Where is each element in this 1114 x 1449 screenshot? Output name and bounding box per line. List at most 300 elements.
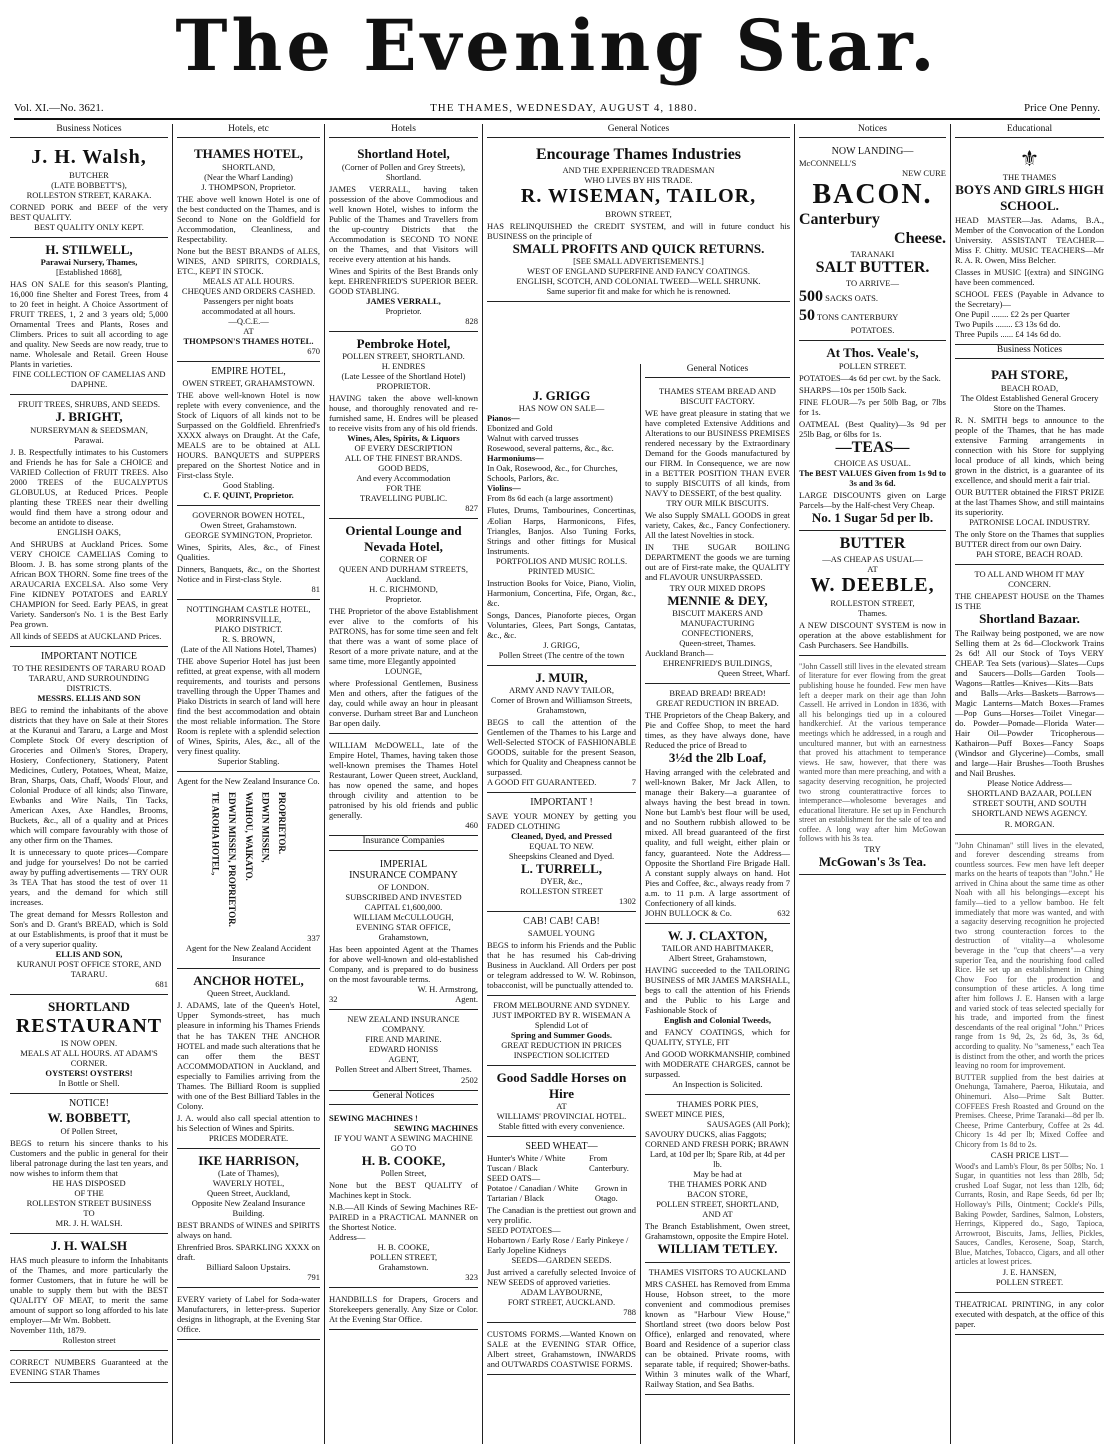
ad-line: SACKS OATS. bbox=[825, 292, 879, 303]
ad-line: Queen Street, Wharf. bbox=[717, 667, 790, 678]
ad-line: POLLEN STREET, bbox=[369, 1252, 438, 1263]
ad-empire-hotel bbox=[177, 362, 320, 506]
ad-saddle-horses bbox=[487, 1066, 636, 1137]
ad-number: 632 bbox=[777, 907, 790, 918]
ad-line: THE THAMES bbox=[1002, 172, 1057, 183]
ad-line: Grown in Otago. bbox=[594, 1182, 628, 1203]
ad-line: PATRONISE LOCAL INDUSTRY. bbox=[969, 516, 1090, 527]
ad-line: AT bbox=[243, 325, 254, 336]
ad-line: SEED POTATOES— bbox=[487, 1225, 561, 1236]
ad-line: GREAT REDUCTION IN BREAD. bbox=[656, 697, 779, 708]
ad-line: BEACH ROAD, bbox=[1000, 382, 1059, 393]
ad-title: 3½d the 2lb Loaf, bbox=[668, 750, 767, 766]
ad-walsh-notice bbox=[10, 1234, 168, 1351]
ad-nz-insurance bbox=[329, 1010, 478, 1090]
ad-body: HAS ON SALE for this season's Planting, 16,000 fine Shelter and Forest Trees, from 4 to 20 feet in height. A Choice Assortment of FRUIT TREES, 1, 2 and 3 years old; 5,000 Ornamental Trees and Plants, Roses and Climbers. Prices to suit all according to age and quality. New Seeds are now ready, true to name. Wholesale and Retail. Green House Plants in varieties. bbox=[10, 279, 168, 370]
ad-line: SHORTLAND, bbox=[221, 161, 276, 172]
ad-line: R. S. BROWN, bbox=[222, 633, 275, 644]
ad-line: November 11th, 1879. bbox=[10, 1325, 87, 1336]
column-business-notices bbox=[6, 124, 172, 1444]
ad-body: SHARPS—10s per 150lb Sack. bbox=[799, 384, 907, 395]
ad-number: 788 bbox=[623, 1307, 636, 1318]
ad-line: [SEE SMALL ADVERTISEMENTS.] bbox=[573, 256, 704, 267]
ad-thames-pork-pies bbox=[645, 1095, 790, 1263]
ad-line: The BEST VALUES Given from 1s 9d to 3s and 3s 6d. bbox=[799, 467, 946, 488]
column-notices bbox=[794, 124, 950, 1444]
ad-line: (Near the Wharf Landing) bbox=[204, 171, 293, 182]
ad-line: Two Pupils ........ £3 13s 6d do. bbox=[955, 318, 1061, 329]
ad-line: Sheepskins Cleaned and Dyed. bbox=[508, 851, 615, 862]
ad-number: 7 bbox=[631, 777, 636, 788]
ad-line: Pollen Street (The centre of the town bbox=[498, 649, 625, 660]
ad-title: W. DEEBLE, bbox=[810, 574, 935, 597]
ad-line: NOW LANDING— bbox=[831, 146, 914, 158]
ad-line: SEWING MACHINES ! bbox=[329, 1112, 418, 1123]
ad-line: WAIHOU, WAIKATO. bbox=[243, 792, 254, 881]
ad-line: Passengers per night boats accommodated at all hours. bbox=[201, 295, 296, 316]
ad-line: An Inspection is Solicited. bbox=[672, 1079, 763, 1090]
ad-title: EMPIRE HOTEL, bbox=[211, 365, 286, 377]
ad-line: ROLLESTON STREET bbox=[520, 886, 603, 897]
ad-line: Of Pollen Street, bbox=[60, 1125, 118, 1136]
ad-line: J. THOMPSON, Proprietor. bbox=[201, 181, 296, 192]
ad-title: RESTAURANT bbox=[15, 1014, 163, 1037]
ad-line: POLLEN STREET. bbox=[995, 1277, 1064, 1288]
ad-line: TRY bbox=[864, 844, 881, 855]
ad-line: EDWARD HONISS bbox=[368, 1044, 439, 1055]
ad-body: THEATRICAL PRINTING, in any color executed with despatch, at the office of this paper. bbox=[955, 1299, 1104, 1330]
ad-oriental-lounge bbox=[329, 519, 478, 734]
ad-body: Wines and Spirits of the Best Brands only kept. EHRENFRIED'S SUPERIOR BEER. GOOD STABLING. bbox=[329, 265, 478, 296]
ad-number: 1302 bbox=[619, 896, 636, 907]
ad-line: HAS NOW ON SALE— bbox=[518, 403, 605, 414]
ad-bright-nursery bbox=[10, 395, 168, 647]
ad-line: Stable fitted with every convenience. bbox=[498, 1121, 625, 1132]
ad-line: WHO LIVES BY HIS TRADE. bbox=[584, 175, 693, 186]
ad-grigg-music bbox=[487, 384, 636, 666]
ad-line: Queen-street, Thames. bbox=[679, 637, 756, 648]
ad-line: GREAT REDUCTION IN PRICES bbox=[501, 1040, 622, 1051]
seed-row bbox=[487, 1183, 636, 1203]
ad-body: It is unnecessary to quote prices—Compare and judge for yourselves! Do not be carried away by puffing advertisements — TRY OUR 3s TEA That has stood the test of over 11 years, and the demand for which still increases. bbox=[10, 847, 168, 908]
ad-bread-reduction bbox=[645, 684, 790, 924]
ad-title: BREAD BREAD! BREAD! bbox=[669, 687, 766, 698]
ad-wiseman-imports bbox=[487, 996, 636, 1066]
ad-body: THE above Superior Hotel has just been refitted, at great expense, with all modern requirements, and tourists and persons travelling through the Upper Thames and Piako Districts in search of land will here find the best accommodation and obtain the most reliable information. The Store Room is replete with a splendid selection of Wines, Spirits, Ales, &c., all of the very finest quality. bbox=[177, 656, 320, 757]
ad-line: W. H. Armstrong, bbox=[417, 984, 478, 995]
ad-number: 828 bbox=[465, 315, 478, 326]
column-hotels bbox=[324, 124, 482, 1444]
ad-title: BOYS AND GIRLS HIGH SCHOOL. bbox=[955, 182, 1104, 213]
ad-body: HAS RELINQUISHED the CREDIT SYSTEM, and will in future conduct his BUSINESS on the principle of bbox=[487, 220, 790, 241]
ad-title: Canterbury bbox=[799, 211, 880, 229]
ad-title: WILLIAM TETLEY. bbox=[657, 1241, 778, 1257]
ad-line: PAH STORE, BEACH ROAD. bbox=[976, 548, 1083, 559]
price: Price One Penny. bbox=[1024, 102, 1100, 114]
ad-line: Parawai. bbox=[74, 434, 104, 445]
ad-line: Harmoniums— bbox=[487, 453, 544, 464]
ad-line: TE AROHA HOTEL, bbox=[210, 792, 221, 876]
ad-body: The great demand for Messrs Rolleston and Son's and D. Grant's BREAD, which is Sold at our Establishments, is proof that it must be of a very superior quality. bbox=[10, 909, 168, 950]
newspaper-title: The Evening Star. bbox=[175, 4, 939, 87]
ad-body: THE above well known Hotel is one of the best conducted on the Thames, and is Second to None on the Goldfield for Accommodation, Cleanliness, and Respectability. bbox=[177, 193, 320, 244]
ad-body: HAVING taken the above well-known house, and thoroughly renovated and re-furnished same, H. Endres will be pleased to receive visits from any of his old friends. bbox=[329, 393, 478, 434]
ad-title: J. H. Walsh, bbox=[31, 146, 147, 169]
ad-line: Proprietor. bbox=[385, 305, 422, 316]
ad-line: FINE COLLECTION OF CAMELIAS AND DAPHNE. bbox=[12, 369, 166, 390]
ad-line: TRY OUR MIXED DROPS bbox=[669, 582, 766, 593]
ad-line: CORNED AND FRESH PORK; BRAWN bbox=[645, 1139, 789, 1150]
ad-line: THE THAMES PORK AND bbox=[668, 1179, 767, 1190]
ad-bobbett-notice bbox=[10, 1094, 168, 1233]
ad-line: SAUSAGES (All Pork); bbox=[706, 1119, 790, 1130]
ad-body: Songs, Dances, Pianoforte pieces, Organ Voluntaries, Glees, Part Songs, Cantatas, &c., &c. bbox=[487, 609, 636, 640]
ad-stilwell-nursery bbox=[10, 238, 168, 396]
ad-footer bbox=[329, 994, 478, 1004]
ad-line: SHORTLAND BAZAAR, POLLEN STREET SOUTH, AND SOUTH SHORTLAND NEWS AGENCY. bbox=[967, 788, 1092, 819]
ad-line: SEED OATS— bbox=[487, 1172, 541, 1183]
ad-line: Lard, at 10d per lb; Spare Rib, at 4d per lb. bbox=[649, 1149, 786, 1170]
ad-line: Queen Street, Auckland. bbox=[206, 988, 291, 999]
ad-line: Opposite New Zealand Insurance Building. bbox=[191, 1198, 306, 1219]
ad-row bbox=[799, 288, 946, 307]
ad-line: QUEEN AND DURHAM STREETS, bbox=[339, 564, 468, 575]
ad-body: HAS much pleasure to inform the Inhabitants of the Thames, and more particularly the former Customers, that in future he will be unable to supply them but with the BEST QUALITY OF MEAT, to merit the same amount of support so long afforded to his late employer—Mr Wm. Bobbett. bbox=[10, 1255, 168, 1326]
ad-line: Proprietor. bbox=[385, 594, 422, 605]
ad-body: Wines, Spirits, Ales, &c., of Finest Qualities. bbox=[177, 541, 320, 562]
ad-claxton-tailor bbox=[645, 924, 790, 1096]
ad-line: TRY OUR MILK BISCUITS. bbox=[666, 498, 769, 509]
column-header: General Notices bbox=[487, 124, 790, 138]
ad-body: Just arrived a carefully selected Invoice of NEW SEEDS of approved varieties. bbox=[487, 1267, 636, 1288]
ad-body: THE above well-known Hotel is now replete with every convenience, and the Stock of Liquors of all kinds not to be Surpassed on the Goldfield. Ehrenfried's XXXX always on Draught. At the Cafe, MEALS are to be obtained at ALL HOURS. BANQUETS and SUPPERS prepared on the Shortest Notice and in First-class Style. bbox=[177, 389, 320, 480]
ad-title: Encourage Thames Industries bbox=[535, 146, 742, 164]
ad-line: Grahamstown. bbox=[378, 1262, 429, 1273]
ad-body: where Professional Gentlemen, Business Men and others, after the fatigues of the day, could while away an hour in pleasant converse. Durham street Bar and Luncheon Bar open daily. bbox=[329, 678, 478, 729]
ad-title: H. STILWELL, bbox=[45, 241, 133, 257]
ad-line: Shortland. bbox=[385, 171, 422, 182]
ad-title: BUTTER bbox=[839, 535, 906, 553]
ad-line: FRUIT TREES, SHRUBS, AND SEEDS. bbox=[17, 399, 161, 410]
ad-title: Pembroke Hotel, bbox=[356, 335, 451, 351]
ad-body: MRS CASHEL has Removed from Emma House, Hobson street, to the more convenient and commodious premises known as "Harbour View House," Shortland street (two doors below Post Office), enlarged and renovated, where Board and Residence of a superior class can be obtained. Private rooms, with separate table, if required; Shower-baths. Within 3 minutes walk of the Wharf, Railway Station, and Sea Baths. bbox=[645, 1278, 790, 1389]
ad-line: SAMUEL YOUNG bbox=[527, 928, 596, 939]
ad-line: SUBSCRIBED AND INVESTED bbox=[345, 892, 462, 903]
ad-title: MENNIE & DEY, bbox=[667, 592, 768, 608]
column-header: Hotels, etc bbox=[177, 124, 320, 138]
ad-samuel-young-cab bbox=[487, 912, 636, 996]
ad-line: FIRE AND MARINE. bbox=[365, 1034, 442, 1045]
ad-line: NURSERYMAN & SEEDSMAN, bbox=[30, 424, 148, 435]
ad-line: And every Accommodation bbox=[356, 473, 451, 484]
ad-body: CORNED PORK and BEEF of the very BEST QUALITY. bbox=[10, 201, 168, 222]
ad-line: GOOD BEDS, bbox=[378, 463, 429, 474]
ad-line: ENGLISH, SCOTCH, AND COLONIAL TWEED—WELL SHRUNK. bbox=[516, 276, 761, 287]
ad-shortland-hotel bbox=[329, 142, 478, 332]
ad-line: MEALS AT ALL HOURS. bbox=[202, 275, 295, 286]
ad-title: THAMES HOTEL, bbox=[193, 146, 304, 162]
ad-body: R. N. SMITH begs to announce to the people of the Thames, that he has made extensive Farming arrangements in connection with his Store for supplying local produce of all kinds, which being grown in the district, is a guarantee of its excellence, and should merit a fair trial. bbox=[955, 414, 1104, 485]
ad-line: —AS CHEAP AS USUAL— bbox=[822, 554, 923, 565]
ad-line: Agent. bbox=[455, 994, 478, 1005]
section-header: Business Notices bbox=[955, 345, 1104, 359]
crest-icon: ⚜ bbox=[1019, 146, 1040, 172]
ad-turrell-dyer bbox=[487, 793, 636, 912]
ad-deeble-butter bbox=[799, 531, 946, 656]
ad-body: "John Chinaman" still lives in the elevated, and forever descending streams from countless sources. Few men have left deeper marks on the hearts of teapots than "John." He arrived in China about the same time as other Noah with all his belongings—except his family—tied to a yellow bamboo. He felt immediately that more was wanted, and with a sagacity deserving recognition he projected two strong counteraction forces to the destruction of vitality—a wholesome beverage in the "cup that cheers"—a very superior Tea, and the nourishing food called Rice. He set up an establishment in Ching Chow Foo for the production and consumption of these articles. A long time after him follows J. E. Hansen with a large and varied stock of teas selected specially for his trade, and imported from the finest descendants of the real original "John." Prices range from 1s 9d, 2s, 2s 6d, 3s, 3s 6d, according to quality. No "sameness," each Tea is distinct from the other, and worth the prices leaving no room for improvement. bbox=[955, 840, 1104, 1071]
ad-body: HAVING succeeded to the TAILORING BUSINESS of MR JAMES MARSHALL, begs to call the attention of his Friends and the Public to his Large and Fashionable Stock of bbox=[645, 964, 790, 1016]
ad-body: Wood's and Lamb's Flour, 8s per 50lbs; No. 1 Sugar, in quantities not less than 28lb, 5d; crushed Loaf Sugar, not less than 12lb, 6d; Currants, Rosin, and Rape Seeds, 6d per lb; Holloway's Pills, Ointment; Cockle's Pills, Baking Powder, Sardines, Salmon, Lobsters, Herrings, Kippered do., Sago, Tapioca, Arrowroot, Biscuits, Jams, Jellies, Pickles, Sauces, Candles, Kerosene, Soap, Starch, Blue, Matches, Tobacco, Cigars, and all other articles at lowest prices. bbox=[955, 1161, 1104, 1267]
ad-title: IMPORTANT ! bbox=[530, 797, 593, 809]
ad-pah-store bbox=[955, 363, 1104, 565]
ad-line: From Canterbury. bbox=[589, 1152, 629, 1173]
ad-line: PRICES MODERATE. bbox=[208, 1132, 289, 1143]
ad-line: IS NOW OPEN. bbox=[60, 1038, 118, 1049]
ad-body: "John Cassell still lives in the elevated stream of literature for ever flowing from the great publishing house he founded. Few men have left a deeper mark on their age than John Cassell. He arrived in London in 1836, with all his belongings tied up in a coloured handkerchief. At the various temperance meetings which he addressed, in a rough and uncultured manner, but with an earnestness that proved his attachment to temperance views. He saw, however, that there was wanted more than mere preaching, and with a sagacity deserving recognition, he projected two strong counterattractive forces to intemperance—wholesome beverages and educational literature. He set up in Fenchurch street an establishment for the sale of tea and coffee. A long way after him McGowan follows with his 3s tea. bbox=[799, 661, 946, 844]
ad-line: GEORGE SYMINGTON, Proprietor. bbox=[184, 529, 313, 540]
ad-line: ROLLESTON STREET, bbox=[830, 597, 915, 608]
ad-line: EHRENFRIED'S BUILDINGS, bbox=[662, 657, 773, 668]
section-header: Insurance Companies bbox=[329, 836, 478, 850]
ad-title: Shortland Bazaar. bbox=[979, 610, 1080, 626]
ad-line: BISCUIT MAKERS AND MANUFACTURING CONFECTIONERS, bbox=[672, 607, 763, 638]
ad-title: Good Saddle Horses on Hire bbox=[496, 1070, 627, 1101]
ad-title: IKE HARRISON, bbox=[198, 1152, 299, 1168]
ad-body: SAVE YOUR MONEY by getting you FADED CLOTHING bbox=[487, 811, 636, 832]
ad-line: FOR THE bbox=[385, 483, 422, 494]
ad-line: POLLEN STREET. bbox=[838, 360, 907, 371]
ad-title: No. 1 Sugar 5d per lb. bbox=[811, 509, 934, 525]
ad-wiseman-tailor bbox=[487, 142, 790, 302]
ad-title: H. B. COOKE, bbox=[361, 1152, 446, 1168]
ad-body: Classes in MUSIC [(extra) and SINGING have been commenced. bbox=[955, 266, 1104, 287]
ad-line: H. ENDRES bbox=[381, 361, 426, 372]
ad-handbills bbox=[329, 1288, 478, 1330]
ad-body: None but the BEST BRANDS of ALES, WINES, AND SPIRITS, CORDIALS, ETC., KEPT IN STOCK. bbox=[177, 245, 320, 276]
ad-line: FROM MELBOURNE AND SYDNEY. bbox=[493, 1000, 630, 1011]
ad-title: L. TURRELL, bbox=[520, 861, 603, 877]
ad-line: Queen Street, Auckland, bbox=[206, 1188, 291, 1199]
ad-line: Parawai Nursery, Thames, bbox=[40, 257, 138, 268]
ad-number: 460 bbox=[465, 820, 478, 831]
ad-line: A GOOD FIT GUARANTEED. bbox=[487, 777, 597, 788]
ad-number: 2502 bbox=[461, 1074, 478, 1085]
ad-line: From 8s 6d each (a large assortment) bbox=[487, 493, 613, 504]
ad-line: WEST OF ENGLAND SUPERFINE AND FANCY COATINGS. bbox=[527, 266, 750, 277]
ad-muir-tailor bbox=[487, 666, 636, 793]
ad-seed-wheat bbox=[487, 1137, 636, 1323]
ad-line: OYSTERS! OYSTERS! bbox=[45, 1068, 133, 1079]
ad-line: MESSRS. ELLIS AND SON bbox=[37, 692, 141, 703]
ad-theatrical-printing bbox=[955, 1293, 1104, 1335]
ad-line: ENGLISH OAKS, bbox=[57, 526, 121, 537]
ad-line: JAMES VERRALL, bbox=[366, 295, 441, 306]
ad-customs-forms bbox=[487, 1323, 636, 1375]
ad-imperial-insurance bbox=[329, 855, 478, 1011]
ad-body: The only Store on the Thames that supplies BUTTER direct from our own Dairy. bbox=[955, 528, 1104, 549]
ad-body: JAMES VERRALL, having taken possession of the above Commodious and well known Hotel, wishes to inform the Public of the Thames and Travellers from the up-country Districts that the Accommodation is SECOND TO NONE on the Thames, and that Visitors will receive every attention at his hands. bbox=[329, 183, 478, 264]
ad-body: Flutes, Drums, Tambourines, Concertinas, Æolian Harps, Harmonicons, Fifes, Triangles, Banjos. Also Tuning Forks, Strings and other fittings for Musical Instruments. bbox=[487, 505, 636, 556]
ad-line: POLLEN STREET, SHORTLAND, bbox=[656, 1199, 779, 1210]
ad-title: J. MUIR, bbox=[535, 669, 588, 685]
ad-nottingham-castle-hotel bbox=[177, 600, 320, 772]
volume-number: Vol. XI.—No. 3621. bbox=[14, 102, 104, 114]
ad-line: Ebonized and Gold bbox=[487, 423, 553, 434]
ad-body: POTATOES—4s 6d per cwt. by the Sack. bbox=[799, 372, 941, 383]
ad-line: Walnut with carved trusses bbox=[487, 433, 579, 444]
ad-line: (Late of Thames), bbox=[218, 1168, 279, 1178]
ad-line: WILLIAM McCULLOUGH, bbox=[353, 912, 454, 923]
ad-title: NOTICE! bbox=[69, 1098, 109, 1110]
ad-line: LOUNGE, bbox=[384, 666, 423, 677]
ad-title: BACON. bbox=[812, 179, 933, 211]
ad-line: KURANUI POST OFFICE STORE, AND TARARU. bbox=[16, 959, 162, 980]
ad-line: One Pupil ........ £2 2s per Quarter bbox=[955, 308, 1070, 319]
ad-line: SEWING MACHINES bbox=[394, 1122, 478, 1133]
ad-correct-numbers bbox=[10, 1351, 168, 1383]
ad-line: WAVERLY HOTEL, bbox=[212, 1178, 285, 1189]
ad-line: H. C. RICHMOND, bbox=[369, 584, 438, 595]
ad-line: MR. J. H. WALSH. bbox=[55, 1217, 123, 1228]
ad-body: BEGS to return his sincere thanks to his Customers and the public in general for their liberal patronage during the last ten years, and now wishes to inform them that bbox=[10, 1137, 168, 1178]
ad-thames-hotel bbox=[177, 142, 320, 362]
ad-line: Hobartown / Early Rose / Early Pinkeye / Early Jopeline Kidneys bbox=[487, 1235, 629, 1256]
ad-body: All kinds of SEEDS at AUCKLAND Prices. bbox=[10, 631, 162, 642]
column-educational bbox=[950, 124, 1108, 1444]
ad-title: IMPORTANT NOTICE bbox=[41, 651, 137, 663]
ad-line: TO bbox=[83, 1207, 95, 1218]
ad-line: EVENING STAR OFFICE, bbox=[356, 922, 451, 933]
ad-title: J. GRIGG bbox=[532, 388, 591, 403]
ad-te-aroha-hotel bbox=[177, 772, 320, 969]
ad-line: TRAVELLING PUBLIC. bbox=[359, 493, 448, 504]
ad-walsh-butcher bbox=[10, 142, 168, 238]
ad-quantity: 500 bbox=[799, 287, 823, 305]
ad-line: EQUAL TO NEW. bbox=[529, 841, 594, 852]
ad-line: C. F. QUINT, Proprietor. bbox=[203, 489, 294, 500]
ad-line: Spring and Summer Goods. bbox=[511, 1030, 612, 1041]
ad-line: Billiard Saloon Upstairs. bbox=[206, 1262, 291, 1273]
column-header: Hotels bbox=[329, 124, 478, 138]
ad-body: Dinners, Banquets, &c., on the Shortest Notice and in First-class Style. bbox=[177, 563, 320, 584]
ad-body: FINE FLOUR—7s per 50lb Bag, or 7lbs for 1s. bbox=[799, 396, 946, 417]
ad-title: Shortland Hotel, bbox=[357, 146, 450, 162]
ad-title: SHORTLAND bbox=[48, 999, 130, 1015]
ad-body: And SHRUBS at Auckland Prices. Some VERY CHOICE CAMELIAS Coming to Bloom. J. B. has some strong plants of the African BOX THORN. Some fine trees of the ARAUCARIA EXCELSA. Also some Very Fine KIDNEY POTATOES and EARLY CHAMPION for Seed. Early PEAS, in great Variety. Sanderson's No. 1 is the Best Early Pea grown. bbox=[10, 538, 168, 630]
ad-body: THE CHEAPEST HOUSE on the Thames IS THE bbox=[955, 590, 1104, 611]
ad-line: ADAM LAYBOURNE, bbox=[520, 1287, 603, 1298]
ad-line: OWEN STREET, GRAHAMSTOWN. bbox=[182, 377, 315, 388]
ad-line: Pollen Street and Albert Street, Thames. bbox=[335, 1064, 472, 1075]
ad-line: MEALS AT ALL HOURS. AT ADAM'S CORNER. bbox=[20, 1048, 158, 1069]
ad-line: AGENT, bbox=[388, 1054, 419, 1065]
ad-sewing-machines bbox=[329, 1109, 478, 1289]
ad-body: We also Supply SMALL GOODS in great variety, Cakes, &c., Fancy Confectionery. All the latest Novelties in stock. bbox=[645, 510, 790, 541]
ad-line: SAVOURY DUCKS, alias Faggots; bbox=[645, 1129, 767, 1140]
ad-title: IMPERIAL bbox=[379, 858, 428, 870]
ad-line: Albert Street, Grahamstown, bbox=[668, 952, 767, 963]
ad-title: W. J. CLAXTON, bbox=[667, 927, 768, 943]
ad-line: Corner of Brown and Williamson Streets, Grahamstown, bbox=[490, 695, 633, 716]
ad-title: SMALL PROFITS AND QUICK RETURNS. bbox=[512, 240, 765, 256]
ad-line: NEW CURE bbox=[902, 168, 946, 179]
ad-line: Please Notice Address— bbox=[987, 778, 1072, 789]
ad-body: BEG to remind the inhabitants of the above districts that they have on Sale at their Stores at the Kuranui and Tararu, a Large and Most Complete Stock Of every description of Groceries and Oilmen's Stores, Drapery, Hosiery, Confectionery, Stationery, Patent Medicines, Cutlery, Potatoes, Wheat, Maize, Bran, Sharps, Oats, Chaff, Woods' Flour, and Colonial Produce of all kinds; also Tinware, Ewbanks and Wire Nails, Tin Tacks, American Axes, Axe Handles, Brooms, Buckets, &c., all of a quality and at Prices which will compare favourably with those of any other firm on the Thames. bbox=[10, 704, 168, 846]
ad-anchor-hotel bbox=[177, 969, 320, 1149]
ad-body: J. A. would also call special attention to his Selection of Wines and Spirits. bbox=[177, 1112, 320, 1133]
ad-quantity: 50 bbox=[799, 306, 815, 324]
ad-line: BROWN STREET, bbox=[605, 208, 672, 219]
ad-line: BACON STORE, bbox=[687, 1189, 748, 1200]
seed-row bbox=[487, 1153, 636, 1173]
vertical-ad bbox=[177, 786, 320, 933]
ad-line: Potatoe / Canadian / White Tartarian / Black bbox=[487, 1182, 579, 1203]
dateline bbox=[14, 98, 1100, 120]
ad-body: None but the BEST QUALITY of Machines kept in Stock. bbox=[329, 1180, 478, 1201]
ad-body: IN THE SUGAR BOILING DEPARTMENT the goods we are turning out are of First-rate make, the QUALITY and FLAVOUR UNSURPASSED. bbox=[645, 542, 790, 583]
ad-title: TO ALL AND WHOM IT MAY CONCERN. bbox=[974, 568, 1085, 589]
masthead bbox=[0, 0, 1114, 92]
column-general-notices-b bbox=[640, 364, 794, 1444]
ad-line: J. GRIGG, bbox=[543, 639, 580, 650]
ad-body: N.B.—All Kinds of Sewing Machines RE-PAIRED in a PRACTICAL MANNER on the Shortest Notice. bbox=[329, 1202, 478, 1233]
ad-number: 337 bbox=[307, 933, 320, 944]
ad-body: BUTTER supplied from the best dairies at Onehunga, Tamahere, Paeroa, Hikutaia, and Ohinemuri. Also—Prime Salt Butter. COFFEES Fresh Roasted and Ground on the Premises. Cheese, Prime Taranaki—8d per lb. Cheese, Prime Canterbury, Coffee at 2s 4d. Chicory 1s 4d per lb; Mixed Coffee and Chicory from 1s 8d to 2s. bbox=[955, 1072, 1104, 1149]
ad-body: Having arranged with the celebrated and well-known Baker, Mr Jack Allen, to manage their Bakery—a guarantee of always having the best bread in town. None but Lamb's best flour will be used, and no Southern rubbish allowed to be mixed. All bread guaranteed of the first quality, and full weight, either plain or fancy, guaranteed. Note the Address—Opposite the Shortland Fire Brigade Hall. A constant supply always on hand. Hot Pies and Coffee, &c., always ready from 7 a.m. to 11 p.m. A large assortment of Confectionery of all kinds. bbox=[645, 767, 790, 908]
ad-body: And GOOD WORKMANSHIP, combined with MODERATE CHARGES, cannot be surpassed. bbox=[645, 1049, 790, 1080]
ad-body: and FANCY COATINGS, which for QUALITY, STYLE, FIT bbox=[645, 1027, 790, 1048]
ad-line: In Oak, Rosewood, &c., for Churches, Schools, Parlors, &c. bbox=[487, 463, 618, 484]
ad-cashel-boarding bbox=[645, 1263, 790, 1395]
ad-mcdowell bbox=[329, 734, 478, 836]
ad-title: Oriental Lounge and Nevada Hotel, bbox=[345, 523, 462, 554]
ad-body: BEGS to inform his Friends and the Public that he has resumed his Cab-driving Business in Auckland. All Orders per post or telegram addressed to W. W. Robinson, tobacconist, will be punctually attended to. bbox=[487, 940, 636, 991]
ad-body: BEGS to call the attention of the Gentlemen of the Thames to his Large and Well-Selected STOCK of FASHIONABLE GOODS, suitable for the present Season, which for Quality and Cheapness cannot be surpassed. bbox=[487, 717, 636, 778]
ad-body: CORRECT NUMBERS Guaranteed at the EVENING STAR Thames bbox=[10, 1357, 168, 1378]
ad-line: ELLIS AND SON, bbox=[55, 949, 123, 960]
ad-line: TAILOR AND HABITMAKER, bbox=[661, 942, 774, 953]
ad-title: SEED WHEAT— bbox=[525, 1141, 598, 1153]
ad-number: 81 bbox=[311, 583, 320, 594]
ad-line: (Corner of Pollen and Grey Streets), bbox=[341, 161, 466, 172]
ad-body: WE have great pleasure in stating that we have completed Extensive Additions and Alterations to our BUSINESS PREMISES rendered necessary by the Extraordinary Demand for the Goods manufactured by our FIRM. In Consequence, we are now in a BETTER POSITION THAN EVER to supply BISCUITS of all kinds, from NAVY to DESSERT, of the best quality. bbox=[645, 408, 790, 499]
ad-line: PROPRIETOR. bbox=[277, 792, 288, 855]
ad-line: JUST IMPORTED BY R. WISEMAN A Splendid Lot of bbox=[492, 1010, 631, 1031]
ad-title: THAMES STEAM BREAD AND BISCUIT FACTORY. bbox=[659, 386, 776, 407]
ad-body: BEST BRANDS of WINES and SPIRITS always on hand. bbox=[177, 1220, 320, 1241]
ad-line: (Late Lessee of the Shortland Hotel) PROPRIETOR. bbox=[341, 371, 466, 392]
ad-line: ALL OF THE FINEST BRANDS. bbox=[344, 453, 463, 464]
ad-line: CASH PRICE LIST— bbox=[990, 1149, 1069, 1160]
ad-line: POTATOES. bbox=[850, 325, 895, 336]
ad-body: The Railway being postponed, we are now Selling them at 2s 6d—Clockwork Trains 2s 6d! All our Stock of Toys VERY CHEAP. Tea Sets (various)—Slates—Cups and Saucers—Dolls—Garden Tools—Wagons—Rattles—Knives—Kits—Bats and Balls—Arks—Baskets—Barrows—Magic Lanterns—Match Boxes—Frames—Pop Guns—Horses—Toilet Vinegar—do. Powder—Pomade—Florida Water—Hair Oil—Powder Tricopherous—Kathairon—Puff Boxes—Fancy Soaps (Windsor and Glycerine)—Combs, small and large—Hair Brushes—Tooth Brushes and Nail Brushes. bbox=[955, 628, 1104, 779]
ad-line: McCONNELL'S bbox=[799, 158, 857, 168]
ad-line: Grahamstown, bbox=[378, 932, 429, 943]
ad-line: AND AT bbox=[702, 1209, 733, 1220]
ad-body: LARGE DISCOUNTS given on Large Parcels—by the Half-chest Very Cheap. bbox=[799, 489, 946, 510]
ad-body: OUR BUTTER obtained the FIRST PRIZE at the last Thames Show, and still maintains its superiority. bbox=[955, 486, 1104, 517]
ad-mcgowan-tea bbox=[799, 656, 946, 876]
ad-line: JOHN BULLOCK & Co. bbox=[645, 907, 732, 918]
ad-line: PORTFOLIOS AND MUSIC ROLLS. bbox=[495, 555, 628, 566]
ad-line: Agent for the New Zealand Insurance Co. bbox=[177, 776, 320, 787]
ad-body: THE Proprietor of the above Establishment ever alive to the comforts of his PATRONS, has for some time seen and felt that there was a want of some place of Resort of a more private nature, and at the same time, more Elegantly appointed bbox=[329, 606, 478, 667]
ad-line: Good Stabling. bbox=[222, 479, 275, 490]
ad-line: May be had at bbox=[693, 1169, 742, 1180]
ad-high-school bbox=[955, 142, 1104, 345]
ad-hansen-tea bbox=[955, 835, 1104, 1294]
ad-line: Owen Street, Grahamstown. bbox=[200, 519, 297, 530]
